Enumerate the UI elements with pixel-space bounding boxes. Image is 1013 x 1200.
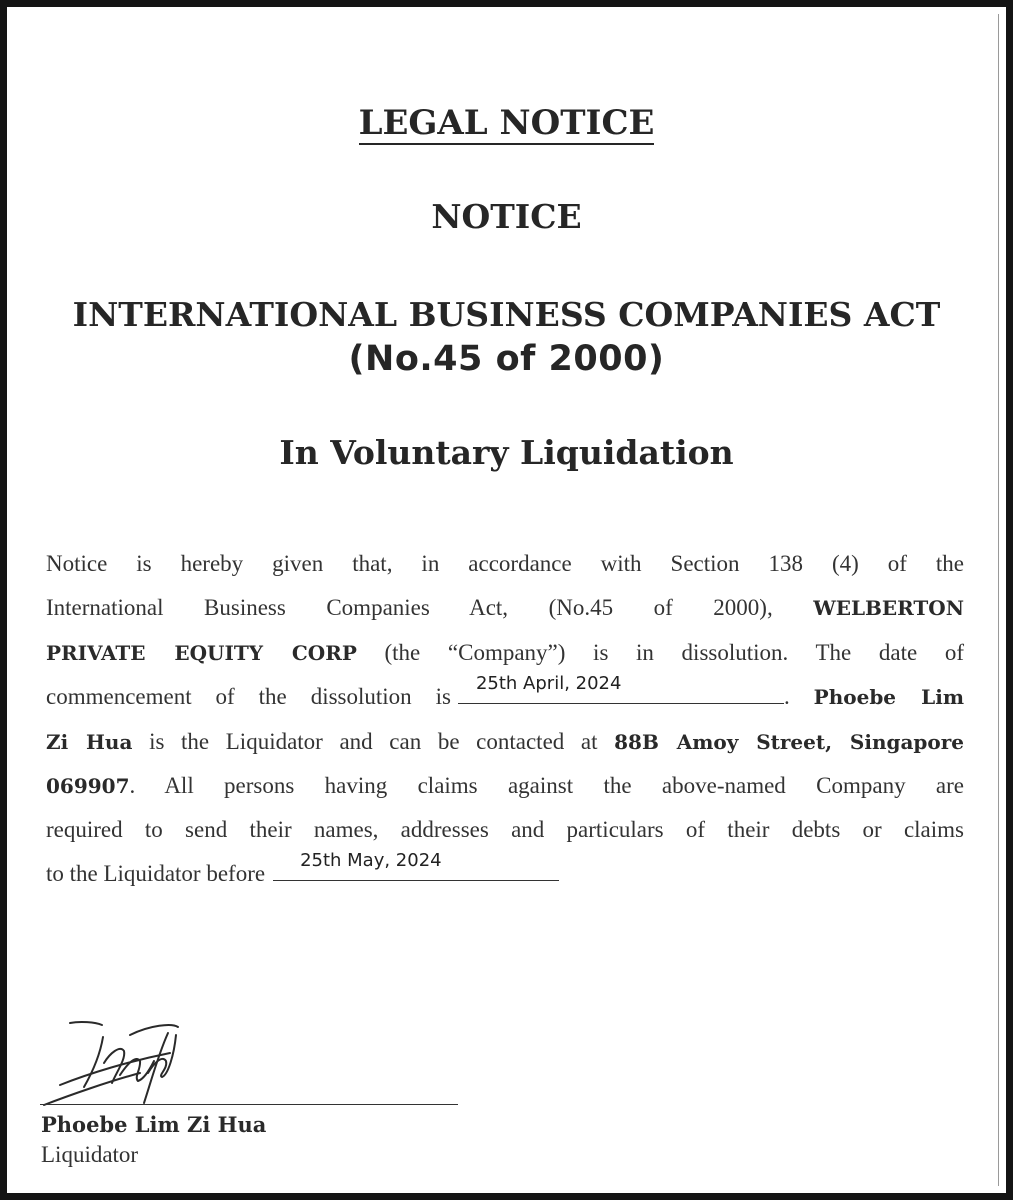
signature-line <box>40 1104 458 1105</box>
body-line-7: required to send their names, addresses and particulars of their debts or claims <box>46 817 964 842</box>
dissolution-date-field <box>458 673 784 704</box>
body-line-3 <box>46 640 964 666</box>
body-line-8 <box>46 850 559 887</box>
legal-notice-title <box>0 103 1013 143</box>
body-line-1: Notice is hereby given that, in accordance with Section 138 (4) of the <box>46 551 964 576</box>
act-number-heading: (No.45 of 2000) <box>348 339 665 379</box>
company-name-part-1: WELBERTON <box>813 596 965 620</box>
signatory-title: Liquidator <box>41 1142 139 1167</box>
handwritten-signature <box>40 1015 240 1110</box>
body-line-8-text: to the Liquidator before <box>46 861 266 886</box>
body-line-2-text: International Business Companies Act, (No.45 of 2000), <box>46 595 773 620</box>
postal-code: 069907 <box>46 774 130 798</box>
liquidator-name-part-1: Phoebe Lim <box>813 685 965 709</box>
claims-deadline-value: 25th May, 2024 <box>300 850 442 871</box>
signatory-name: Phoebe Lim Zi Hua <box>41 1112 267 1137</box>
body-line-2 <box>46 595 964 621</box>
dissolution-date-value: 25th April, 2024 <box>475 673 622 694</box>
act-heading: INTERNATIONAL BUSINESS COMPANIES ACT <box>72 295 941 334</box>
notice-heading: NOTICE <box>431 197 582 236</box>
liquidator-name-part-2: Zi Hua <box>46 730 133 754</box>
body-line-5 <box>46 729 964 755</box>
body-line-4-text: commencement of the dissolution is <box>46 684 451 709</box>
body-line-4 <box>46 673 965 710</box>
company-name-part-2: PRIVATE EQUITY CORP <box>46 641 357 665</box>
body-line-5-text: is the Liquidator and can be contacted at <box>149 729 598 754</box>
legal-notice-text: LEGAL NOTICE <box>358 103 655 143</box>
liquidator-address: 88B Amoy Street, Singapore <box>614 730 965 754</box>
body-line-6-text: . All persons having claims against the above-named Company are <box>129 773 964 798</box>
voluntary-liquidation-heading: In Voluntary Liquidation <box>279 433 734 472</box>
body-line-4-period: . <box>783 684 790 709</box>
body-line-6 <box>46 773 964 799</box>
claims-deadline-field <box>273 850 559 881</box>
body-line-3-text: (the “Company”) is in dissolution. The date of <box>384 640 964 665</box>
